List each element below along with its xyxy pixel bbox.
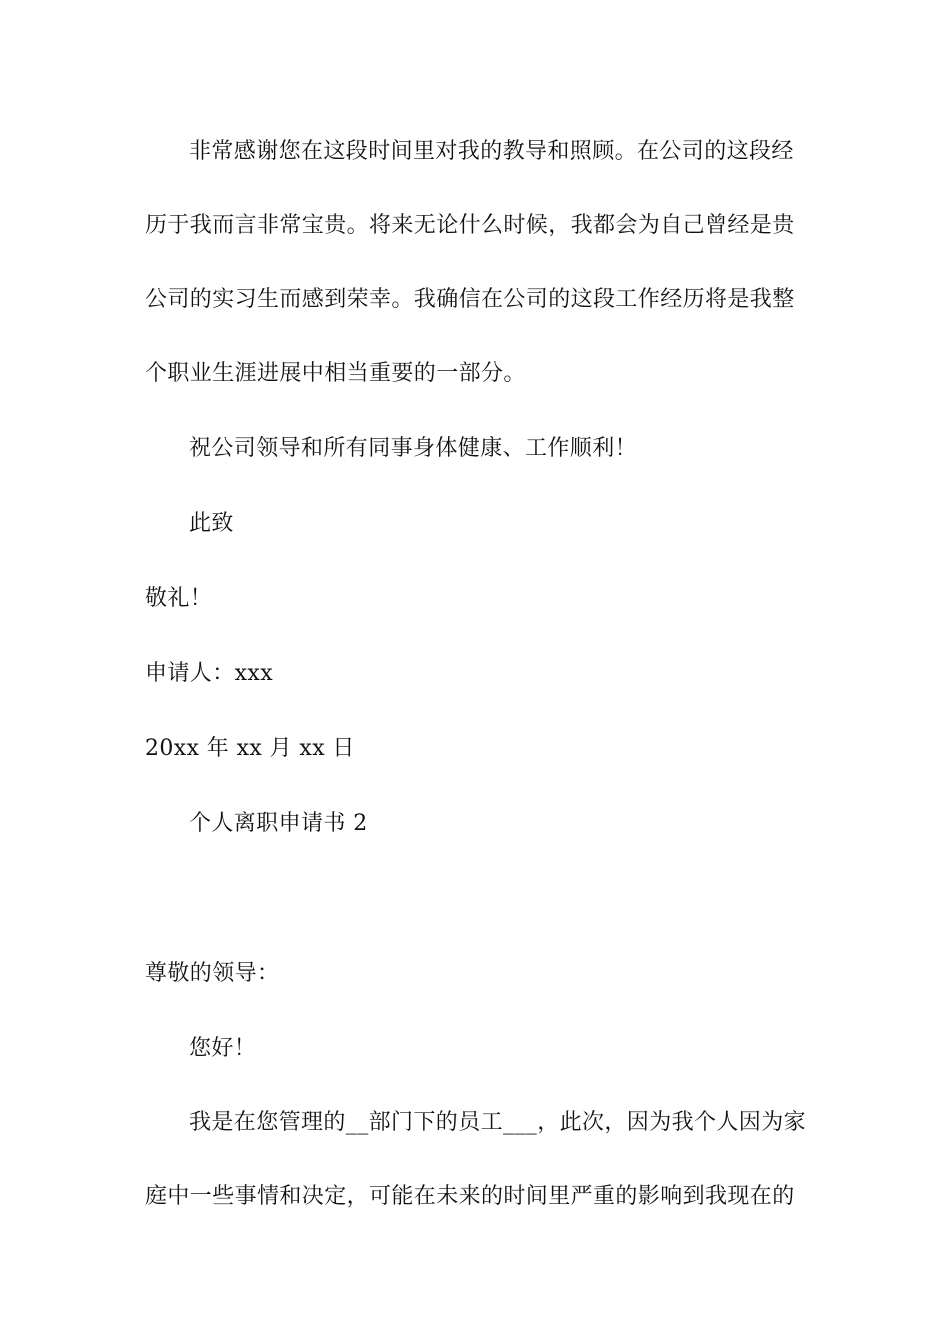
paragraph-line: 我是在您管理的__部门下的员工___，此次，因为我个人因为家 xyxy=(189,1110,807,1135)
paragraph-line: 个职业生涯进展中相当重要的一部分。 xyxy=(145,361,526,386)
date-line: 20xx 年 xx 月 xx 日 xyxy=(145,736,355,761)
salutation-line: 尊敬的领导： xyxy=(145,961,280,986)
paragraph-line: 历于我而言非常宝贵。将来无论什么时候，我都会为自己曾经是贵 xyxy=(145,213,795,238)
paragraph-line: 非常感谢您在这段时间里对我的教导和照顾。在公司的这段经 xyxy=(189,139,794,164)
closing-line: 此致 xyxy=(189,511,234,536)
paragraph-line: 庭中一些事情和决定，可能在未来的时间里严重的影响到我现在的 xyxy=(145,1184,795,1209)
wish-line: 祝公司领导和所有同事身体健康、工作顺利！ xyxy=(189,436,638,461)
section-heading: 个人离职申请书 2 xyxy=(189,811,368,836)
paragraph-line: 公司的实习生而感到荣幸。我确信在公司的这段工作经历将是我整 xyxy=(145,287,795,312)
closing-salute: 敬礼！ xyxy=(145,586,213,611)
greeting-line: 您好！ xyxy=(189,1036,257,1061)
applicant-line: 申请人：xxx xyxy=(145,661,274,686)
